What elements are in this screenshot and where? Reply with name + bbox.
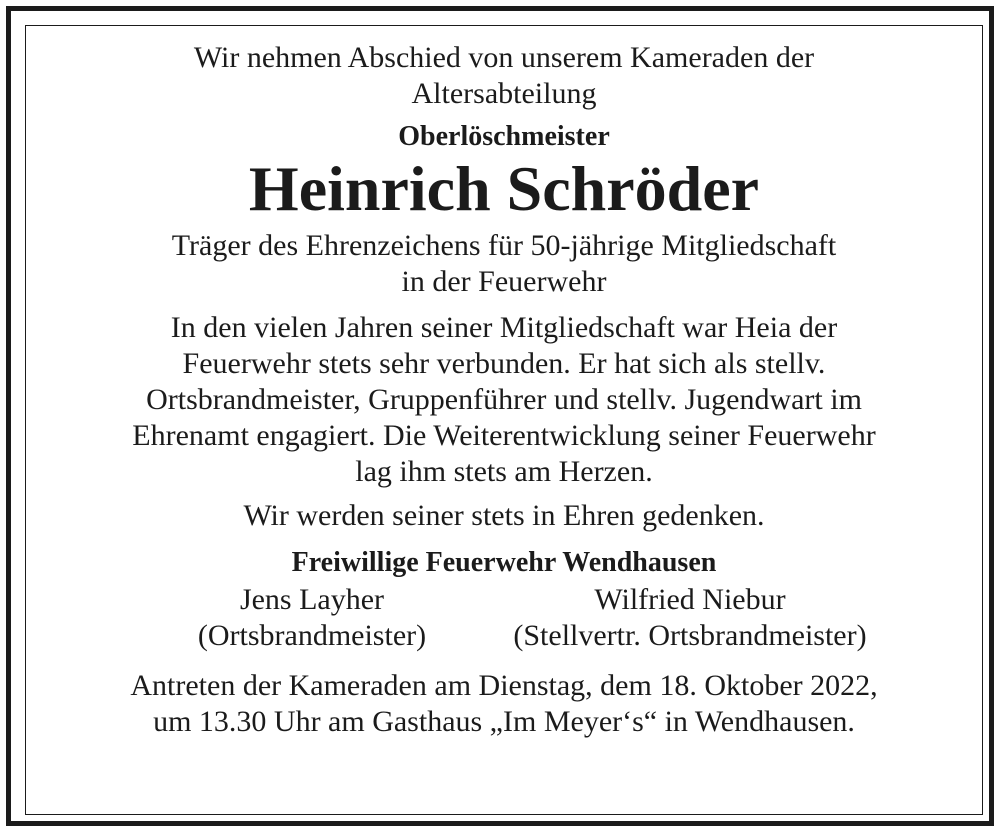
service-line: um 13.30 Uhr am Gasthaus „Im Meyer‘s“ in Wendhausen. — [153, 705, 855, 738]
intro-text — [26, 40, 982, 112]
honor-line: in der Feuerwehr — [401, 265, 607, 298]
deceased-name: Heinrich Schröder — [248, 153, 760, 224]
intro-line: Wir nehmen Abschied von unserem Kameraden der — [193, 41, 815, 74]
intro-line: Altersabteilung — [411, 77, 597, 110]
rank-title: Oberlöschmeister — [398, 121, 610, 152]
tribute-line: Ehrenamt engagiert. Die Weiterentwicklung seiner Feuerwehr — [132, 419, 876, 452]
signer-name: Jens Layher — [239, 583, 385, 616]
service-info — [26, 668, 982, 740]
signer-right — [490, 582, 890, 654]
tribute-paragraph — [26, 310, 982, 490]
honor-text — [26, 228, 982, 300]
inner-border — [25, 25, 983, 815]
tribute-line: In den vielen Jahren seiner Mitgliedschaft war Heia der — [170, 311, 838, 344]
signer-left — [162, 582, 462, 654]
remembrance-text: Wir werden seiner stets in Ehren gedenken. — [243, 499, 765, 532]
tribute-line: Ortsbrandmeister, Gruppenführer und stellv. Jugendwart im — [146, 383, 862, 416]
signer-title: (Ortsbrandmeister) — [197, 619, 427, 652]
honor-line: Träger des Ehrenzeichens für 50-jährige Mitgliedschaft — [171, 229, 837, 262]
service-line: Antreten der Kameraden am Dienstag, dem 18. Oktober 2022, — [130, 669, 878, 702]
signer-name: Wilfried Niebur — [594, 583, 786, 616]
outer-border — [6, 6, 994, 826]
obituary-notice — [26, 26, 982, 740]
tribute-line: lag ihm stets am Herzen. — [355, 455, 653, 488]
organization-name: Freiwillige Feuerwehr Wendhausen — [291, 547, 717, 578]
signers-block — [26, 582, 982, 654]
signer-title: (Stellvertr. Ortsbrandmeister) — [513, 619, 867, 652]
tribute-line: Feuerwehr stets sehr verbunden. Er hat sich als stellv. — [182, 347, 826, 380]
